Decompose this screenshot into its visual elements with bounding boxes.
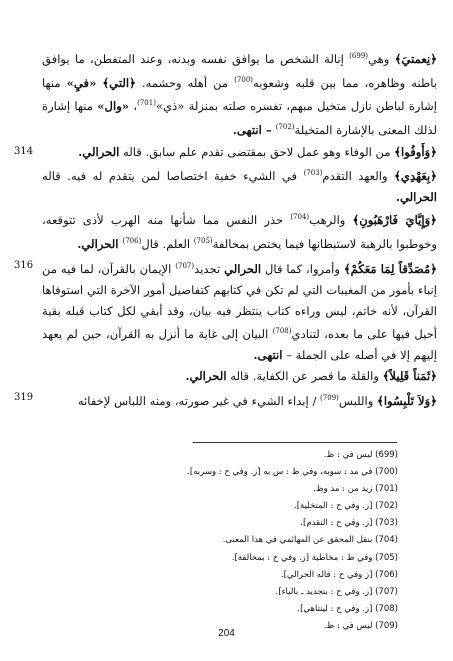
footnote-text: [ز وفي ح : قاله الحرالي]. bbox=[280, 569, 373, 580]
page-number: 204 bbox=[218, 628, 235, 639]
footnote bbox=[140, 601, 398, 618]
footnote-ref: (709) bbox=[320, 394, 339, 403]
text-run: وأمروا، كما قال bbox=[261, 262, 344, 277]
footnote-divider bbox=[193, 442, 397, 443]
footnote bbox=[140, 447, 398, 464]
footnote-ref: (707) bbox=[175, 262, 195, 271]
quoted-term: ﴿التي﴾ bbox=[102, 75, 136, 90]
footnote-ref: (704) bbox=[290, 213, 310, 222]
footnote-number: (704) bbox=[375, 535, 398, 546]
text-run: والقلة ما قصر عن الكفاية. قاله bbox=[226, 368, 383, 383]
footnote bbox=[140, 464, 398, 481]
quoted-term: ﴿نِعمتيَ﴾ bbox=[394, 51, 437, 66]
footnote-text: زيد من : مد وظ. bbox=[313, 484, 373, 495]
verse-number: 314 bbox=[14, 146, 34, 158]
footnote-number: (700) bbox=[375, 467, 398, 478]
footnotes bbox=[140, 447, 398, 635]
footnote-ref: (708) bbox=[272, 327, 292, 336]
text-run: والرهب bbox=[309, 213, 353, 228]
footnote bbox=[140, 584, 398, 601]
quoted-term: الحرالي. bbox=[77, 236, 123, 251]
text-run: والعهد التقدم bbox=[322, 168, 395, 183]
quoted-term: الحرالي. bbox=[78, 145, 120, 160]
paragraph bbox=[42, 207, 437, 254]
text-run: العلم. قال bbox=[141, 236, 194, 251]
footnote-text: [ز. وفي ح : لينتاهي]. bbox=[297, 603, 373, 614]
footnote-ref: (699) bbox=[349, 52, 369, 60]
footnote-number: (703) bbox=[375, 518, 398, 529]
main-text bbox=[14, 46, 437, 412]
footnote-number: (701) bbox=[375, 484, 398, 495]
quoted-term: ﴿بِعَهْدِي﴾ bbox=[394, 168, 437, 183]
footnote-text: في مد : سوبه، وفي ظ : س به [ز. وفي ح : وسربه]. bbox=[187, 467, 373, 478]
footnote-ref: (705) bbox=[193, 236, 213, 245]
text-run: في الشيء خفية اختصاصا لمن يتقدم له فيه. قاله bbox=[42, 168, 304, 183]
footnote-ref: (702) bbox=[275, 122, 295, 131]
footnote-text: [ز. وفي ح : المتخلية]. bbox=[294, 501, 373, 512]
quoted-term: ﴿وَأَوفُوا﴾ bbox=[394, 145, 437, 160]
quoted-term: ﴿مُصَدِّقاً لِمَا مَعَكُمْ﴾ bbox=[343, 262, 437, 277]
text-run: إنالة الشخص ما يوافق نفسه وبدنه، وعند المتفطن، ما يوافق باطنه وظاهره، مما بين قلبه وشعوبه bbox=[42, 51, 437, 90]
footnote bbox=[140, 498, 398, 515]
footnote-text: [ز. وفي ح : بتجديد ـ بالباء]. bbox=[275, 586, 373, 597]
text-run: الإيمان بالقرآن، لما فيه من إنباء بأمور من المغيبات التي لم تكن في كتابهم كتفاصيل أمور الآخرة التي استوفاها القرآن، لأنه خاتم، ليس وراءه كتاب ينتظر فيه بيان، وقد أبقي لكل كتاب قبله بقية أحيل فيها على ما بعده، لتنادي bbox=[42, 262, 437, 342]
verse-number: 319 bbox=[14, 392, 34, 404]
footnote-number: (706) bbox=[375, 569, 398, 580]
footnote-ref: (700) bbox=[234, 75, 254, 84]
text-run: منها إشارة لذلك المعنى بالإشارة المتخيلة bbox=[42, 98, 437, 137]
paragraph bbox=[14, 256, 437, 365]
text-run: البيان إلى غاية ما أنزل به القرآن، حين لم يعهد إليهم إلا في أصله على الجملة – bbox=[42, 327, 437, 362]
text-run: منها إشارة لباطن نازل متخيل مبهم، تفسره صلته بمنزلة «ذي» bbox=[42, 75, 437, 113]
quoted-term: – انتهى. bbox=[232, 122, 276, 137]
footnote bbox=[140, 515, 398, 532]
footnote-ref: (701) bbox=[137, 99, 156, 108]
footnote-number: (699) bbox=[375, 450, 398, 460]
text-run: حذر النفس مما شأنها منه الهرب لأذى تتوقعه، وخوطبوا بالرهبة لاستبطانها فيما يختص بمخالفة bbox=[42, 213, 437, 251]
quoted-term: الحرالي. bbox=[395, 189, 437, 204]
footnote-text: ليس في : ظ. bbox=[323, 450, 373, 460]
quoted-term: «وال» bbox=[97, 98, 130, 113]
text-run: ، bbox=[129, 98, 138, 113]
text-run: / إبداء الشيء في غير صورته، ومنه اللباس لإخفائه bbox=[77, 394, 321, 409]
footnote-number: (702) bbox=[375, 501, 398, 512]
footnote-ref: (703) bbox=[303, 168, 323, 177]
footnote-text: [ز. وفي ح : التقدم]. bbox=[300, 518, 373, 529]
verse-number: 316 bbox=[14, 260, 34, 272]
footnote-number: (709) bbox=[375, 620, 398, 631]
text-run: تجديد bbox=[194, 262, 225, 277]
paragraph bbox=[42, 163, 437, 207]
footnote-ref: (706) bbox=[122, 236, 142, 245]
quoted-term: انتهى. bbox=[253, 347, 283, 362]
paragraph bbox=[14, 388, 437, 412]
quoted-term: ﴿وَإِيَّايَ فَارْهَبُونِ﴾ bbox=[352, 213, 437, 228]
quoted-term: الحرالي. bbox=[185, 368, 227, 383]
footnote-number: (705) bbox=[375, 552, 398, 563]
footnote-number: (707) bbox=[375, 586, 398, 597]
quoted-term: «فيِ» bbox=[66, 75, 97, 90]
footnote-number: (708) bbox=[375, 603, 398, 614]
text-run: واللبس bbox=[338, 394, 378, 409]
footnote bbox=[140, 481, 398, 498]
footnote bbox=[140, 567, 398, 584]
footnote bbox=[140, 532, 398, 549]
text-run: وهي bbox=[368, 51, 395, 66]
footnote-text: ليس في : ظ. bbox=[323, 620, 373, 631]
paragraph bbox=[42, 46, 437, 140]
quoted-term: ﴿ثَمَناً قَلِيلاً﴾ bbox=[382, 368, 437, 383]
footnote bbox=[140, 550, 398, 567]
text-run: من الوفاء وهو عمل لاحق بمقتضى تقدم علم سابق. قاله bbox=[119, 145, 395, 160]
text-run: من أهله وحشمه. bbox=[135, 75, 235, 90]
quoted-term: ﴿وَلاَ تَلْبِسُوا﴾ bbox=[377, 394, 437, 409]
paragraph bbox=[42, 366, 437, 387]
footnote-text: وفي ظ : مخاطبة [ز. وفي ح : بمخالفة]. bbox=[231, 552, 373, 563]
quoted-term: الحرالي bbox=[224, 262, 262, 277]
paragraph bbox=[14, 142, 437, 163]
footnote-text: بنقل المحقق عن المهائمي في هذا المعنى. bbox=[222, 535, 373, 546]
